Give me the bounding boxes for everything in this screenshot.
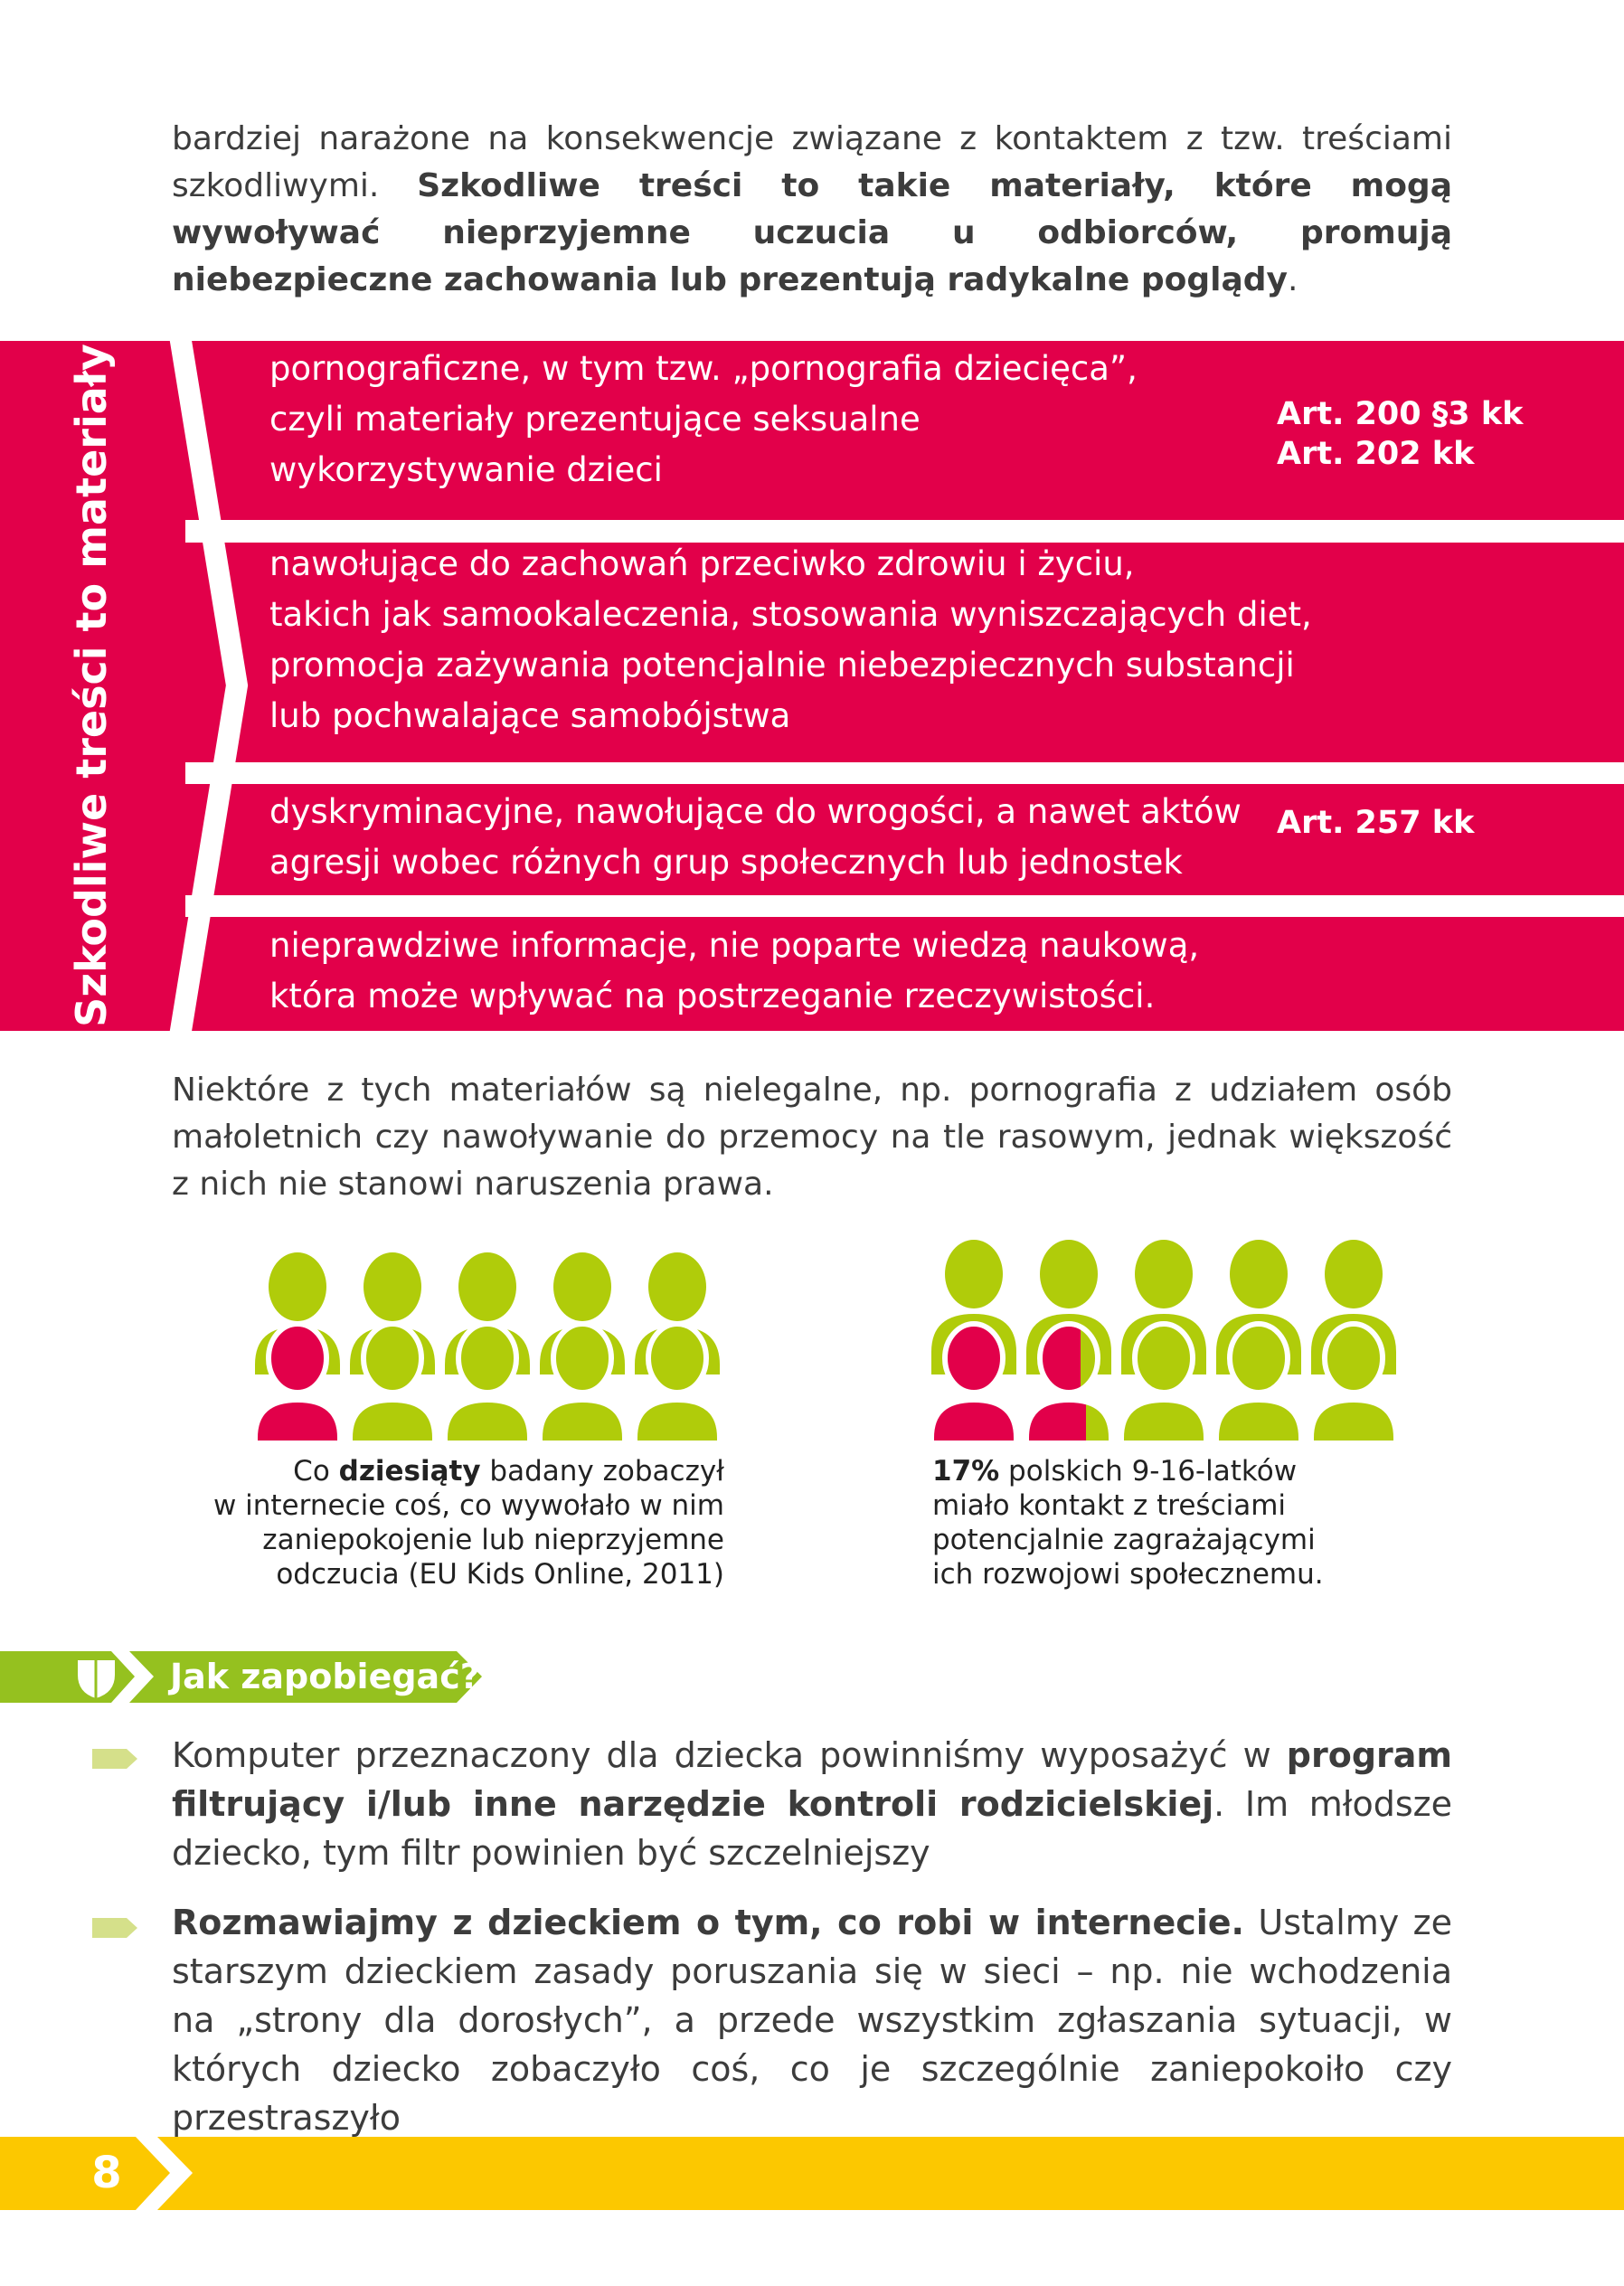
stat-caption-right: 17% polskich 9-16-latków miało kontakt z treściami potencjalnie zagrażającymi ich rozwojowi społecznemu.	[932, 1455, 1324, 1591]
legality-paragraph: Niektóre z tych materiałów są nielegalne, np. pornografia z udziałem osób małoletnich czy nawoływanie do przemocy na tle rasowym, jednak większość z nich nie stanowi naruszenia prawa.	[172, 1072, 1452, 1203]
band-row-pornographic: pornograficzne, w tym tzw. „pornografia dziecięca”, czyli materiały prezentujące seksualne wykorzystywanie dzieci	[269, 349, 1138, 489]
stat-caption-left: Co dziesiąty badany zobaczył w internecie coś, co wywołało w nim zaniepokojenie lub nieprzyjemne odczucia (EU Kids Online, 2011)	[212, 1455, 724, 1591]
law-reference: Art. 200 §3 kk Art. 202 kk	[1277, 396, 1524, 472]
bullet-item: Komputer przeznaczony dla dziecka powinniśmy wyposażyć w program filtrujący i/lub inne narzędzie kontroli rodzicielskiej. Im młodsze dziecko, tym filtr powinien być szczelniejszy	[172, 1735, 1452, 1873]
band-row-false-information: nieprawdziwe informacje, nie poparte wiedzą naukową, która może wpływać na postrzeganie rzeczywistości.	[269, 926, 1200, 1015]
page-number: 8	[91, 2148, 122, 2198]
bullet-arrow-icon	[92, 1749, 137, 1769]
intro-paragraph: bardziej narażone na konsekwencje związane z kontaktem z tzw. treściami szkodliwymi. Szkodliwe treści to takie materiały, które mogą wywoływać nieprzyjemne uczucia u odbiorców, promują niebezpieczne zachowania lub prezentują radykalne poglądy.	[172, 120, 1452, 298]
band-title: Szkodliwe treści to materiały	[67, 344, 116, 1027]
bullet-arrow-icon	[92, 1918, 137, 1938]
bullet-item: Rozmawiajmy z dzieckiem o tym, co robi w internecie. Ustalmy ze starszym dzieckiem zasady poruszania się w sieci – np. nie wchodzenia na „strony dla dorosłych”, a przede wszystkim zgłaszania sytuacji, w których dziecko zobaczyło coś, co je szczególnie zaniepokoiło czy przestraszyło	[172, 1903, 1452, 2138]
footer-bar	[0, 2137, 1624, 2210]
section-title: Jak zapobiegać?	[170, 1657, 480, 1696]
band-row-dangerous-behaviour: nawołujące do zachowań przeciwko zdrowiu i życiu, takich jak samookaleczenia, stosowania wyniszczających diet, promocja zażywania potencjalnie niebezpiecznych substancji lub pochwalające samobójstwa	[269, 544, 1312, 735]
band-row-discriminatory: dyskryminacyjne, nawołujące do wrogości, a nawet aktów agresji wobec różnych grup społecznych lub jednostek	[269, 792, 1242, 882]
people-icons-left	[255, 1252, 720, 1443]
law-reference: Art. 257 kk	[1277, 805, 1475, 841]
people-icons-right	[931, 1240, 1396, 1443]
